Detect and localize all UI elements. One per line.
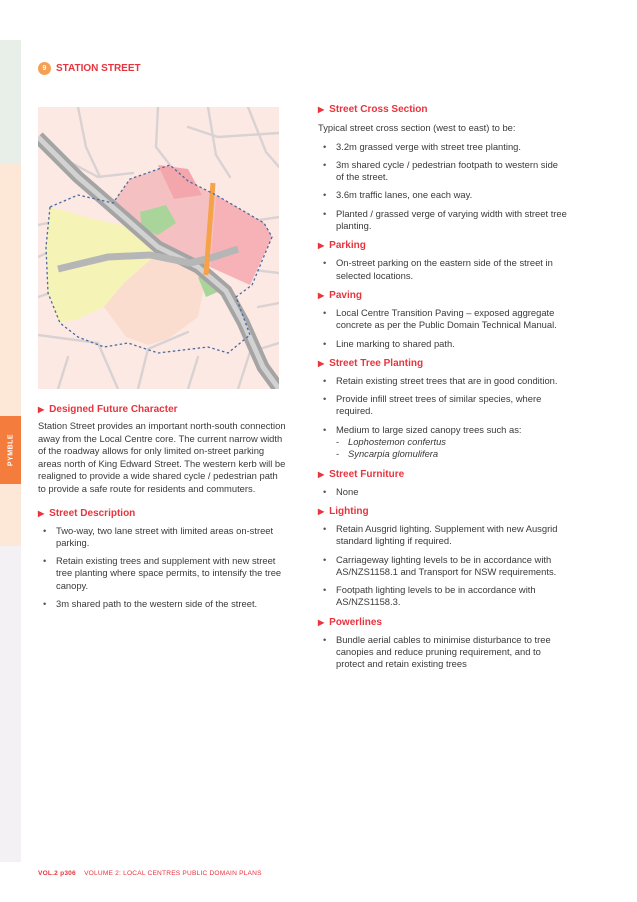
text-line: tree planting where space permits, to intensify the tree — [56, 567, 282, 579]
list-item — [318, 189, 586, 201]
text-line: concrete as per the Public Domain Technical Manual. — [336, 319, 557, 331]
heading-text: Designed Future Character — [49, 404, 178, 415]
section-header — [38, 62, 141, 75]
side-tab-label: PYMBLE — [7, 433, 14, 467]
footer-document-title: VOLUME 2: LOCAL CENTRES PUBLIC DOMAIN PLANS — [84, 870, 262, 877]
page-number: VOL.2 p306 — [38, 870, 76, 877]
text-line: canopies and reduce pruning requirement, and to — [336, 646, 541, 658]
tree-species-list — [336, 436, 586, 461]
text-line: • Footpath lighting levels to be in accordance with — [336, 584, 536, 596]
text-line: selected locations. — [336, 269, 414, 281]
text-line: • Line marking to shared path. — [336, 337, 455, 349]
heading-text: Street Description — [49, 507, 136, 519]
side-tab-pymble[interactable] — [0, 416, 21, 484]
triangle-bullet-icon: ▶ — [318, 290, 325, 300]
powerlines-list — [318, 634, 586, 671]
text-line: • 3m shared cycle / pedestrian footpath to western side — [336, 158, 558, 170]
text-line: planting. — [336, 220, 372, 232]
lighting-list — [318, 523, 586, 609]
page-title: STATION STREET — [56, 63, 141, 74]
list-item — [318, 208, 586, 233]
triangle-bullet-icon: ▶ — [38, 508, 45, 518]
list-item — [318, 159, 586, 184]
text-line: to provide a safe route for residents and commuters. — [38, 482, 256, 494]
page-footer — [38, 870, 262, 877]
text-line: protect and retain existing trees — [336, 658, 467, 670]
text-line: parking. — [56, 536, 90, 548]
heading-text: Street Cross Section — [329, 104, 428, 115]
triangle-bullet-icon: ▶ — [38, 405, 45, 414]
text-line: realigned to provide a wide shared cycle / pedestrian path — [38, 470, 278, 482]
triangle-bullet-icon: ▶ — [318, 358, 325, 368]
text-line: • None — [336, 485, 359, 497]
list-item — [38, 555, 300, 592]
text-line: standard lighting if required. — [336, 535, 452, 547]
tree-planting-list — [318, 375, 586, 461]
species-item: - Lophostemon confertus — [336, 436, 586, 448]
list-item — [318, 338, 586, 350]
designed-future-character-heading — [38, 404, 300, 415]
side-tab-strip — [0, 164, 21, 416]
powerlines-heading — [318, 617, 586, 628]
triangle-bullet-icon: ▶ — [318, 241, 325, 251]
list-item — [318, 486, 586, 498]
list-item — [318, 424, 586, 461]
text-line: AS/NZS1158.1 and Transport for NSW requirements. — [336, 565, 557, 577]
paving-list — [318, 307, 586, 350]
right-column — [318, 104, 586, 677]
text-line: canopy. — [56, 579, 89, 591]
list-item — [318, 393, 586, 418]
text-line: • Local Centre Transition Paving – exposed aggregate — [336, 306, 555, 318]
heading-text: Lighting — [329, 505, 369, 517]
heading-text: Street Tree Planting — [329, 357, 424, 369]
text-line: • Retain Ausgrid lighting. Supplement with new Ausgrid — [336, 522, 558, 534]
heading-text: Parking — [329, 240, 366, 252]
parking-heading — [318, 240, 586, 251]
triangle-bullet-icon: ▶ — [318, 105, 325, 114]
text-line: of the roadway allows for only limited on-street parking — [38, 445, 265, 457]
side-tab-strip — [0, 546, 21, 862]
street-description-heading — [38, 508, 300, 519]
left-column — [38, 404, 300, 616]
furniture-list — [318, 486, 586, 498]
text-line: • Provide infill street trees of similar species, where — [336, 393, 542, 405]
list-item — [318, 584, 586, 609]
text-line: • Carriageway lighting levels to be in accordance with — [336, 553, 552, 565]
parking-list — [318, 257, 586, 282]
text-line: Station Street provides an important north-south connection — [38, 420, 286, 431]
triangle-bullet-icon: ▶ — [318, 469, 325, 479]
list-item — [318, 523, 586, 548]
paving-heading — [318, 290, 586, 301]
text-line: away from the Local Centre core. The current narrow width — [38, 432, 283, 444]
text-line: AS/NZS1158.3. — [336, 596, 401, 608]
list-item — [38, 525, 300, 550]
list-item — [318, 634, 586, 671]
heading-text: Paving — [329, 289, 362, 301]
species-item: - Syncarpia glomulifera — [336, 448, 586, 460]
text-line: • Retain existing street trees that are in good condition. — [336, 374, 558, 386]
list-item — [318, 257, 586, 282]
text-line: • Retain existing trees and supplement with new street — [56, 555, 276, 567]
text-line: • Bundle aerial cables to minimise disturbance to tree — [336, 633, 551, 645]
list-item — [38, 598, 300, 610]
list-item — [318, 307, 586, 332]
list-item — [318, 141, 586, 153]
side-tab-strip — [0, 40, 21, 164]
text-line: of the street. — [336, 171, 389, 183]
heading-text: Street Furniture — [329, 468, 405, 480]
designed-future-character-text — [38, 420, 300, 496]
text-line: • 3.2m grassed verge with street tree planting. — [336, 140, 521, 152]
text-line: • Two-way, two lane street with limited areas on-street — [56, 524, 274, 536]
street-cross-section-heading — [318, 104, 586, 115]
street-description-list — [38, 525, 300, 611]
section-number-badge: 9 — [38, 62, 51, 75]
list-item — [318, 375, 586, 387]
location-map — [38, 107, 279, 389]
side-tab-strip — [0, 484, 21, 546]
text-line: • Planted / grassed verge of varying width with street tree — [336, 207, 567, 219]
text-line: areas north of King Edward Street. The western kerb will be — [38, 457, 286, 469]
street-furniture-heading — [318, 469, 586, 480]
text-line: • Medium to large sized canopy trees such as: — [336, 423, 522, 435]
text-line: • On-street parking on the eastern side of the street in — [336, 257, 553, 269]
text-line: • 3m shared path to the western side of the street. — [56, 598, 258, 610]
text-line: • 3.6m traffic lanes, one each way. — [336, 189, 473, 201]
list-item — [318, 554, 586, 579]
street-tree-planting-heading — [318, 358, 586, 369]
triangle-bullet-icon: ▶ — [318, 506, 325, 516]
heading-text: Powerlines — [329, 616, 382, 628]
cross-section-intro: Typical street cross section (west to east) to be: — [318, 122, 516, 133]
cross-section-list — [318, 141, 586, 233]
text-line: required. — [336, 405, 374, 417]
triangle-bullet-icon: ▶ — [318, 617, 325, 627]
lighting-heading — [318, 506, 586, 517]
